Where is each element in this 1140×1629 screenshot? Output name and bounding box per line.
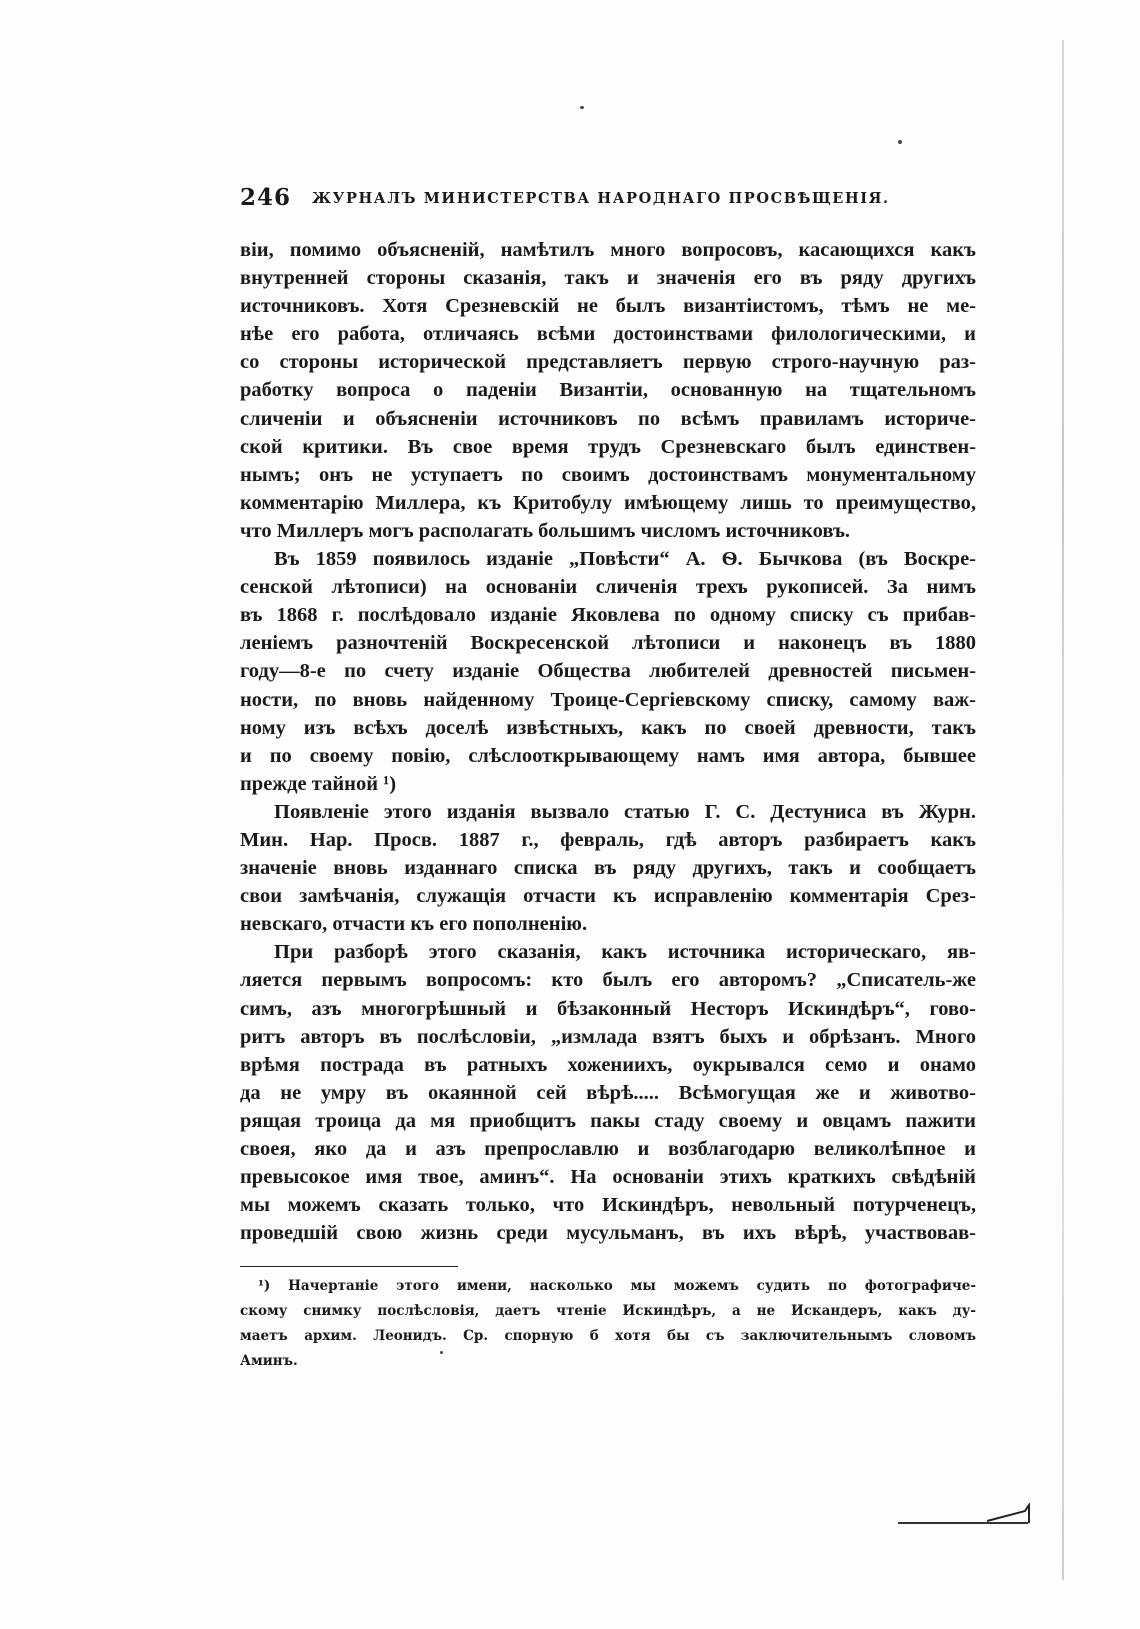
text-line: симъ, азъ многогрѣшный и бѣзаконный Несторъ Искиндѣръ“, гово- [240, 997, 976, 1020]
text-line: віи, помимо объясненій, намѣтилъ много вопросовъ, касающихся какъ [240, 239, 976, 261]
running-title: ЖУРНАЛЪ МИНИСТЕРСТВА НАРОДНАГО ПРОСВѢЩЕНІЯ. [312, 190, 890, 207]
footnotes [240, 1274, 976, 1374]
page-number: 246 [240, 184, 292, 211]
text-line: невскаго, отчасти къ его пополненію. [240, 913, 588, 936]
text-line: внутренней стороны сказанія, такъ и значенія его въ ряду другихъ [240, 267, 976, 290]
footnote-line: ¹) Начертаніе этого имени, насколько мы можемъ судить по фотографиче- [258, 1278, 976, 1294]
text-line: Мин. Нар. Просв. 1887 г., февраль, гдѣ авторъ разбираетъ какъ [240, 828, 976, 851]
page-end-flourish-icon [985, 1503, 1031, 1525]
text-line: Въ 1859 появилось изданіе „Повѣсти“ А. Ѳ. Бычкова (въ Воскре- [274, 548, 976, 571]
text-line: ляется первымъ вопросомъ: кто былъ его авторомъ? „Списатель-же [240, 969, 976, 992]
footnote-line: скому снимку послѣсловія, даетъ чтеніе Искиндѣръ, а не Искандеръ, какъ ду- [240, 1303, 976, 1319]
text-line: сличеніи и объясненіи источниковъ по всѣмъ правиламъ историче- [240, 407, 976, 430]
text-line: источниковъ. Хотя Срезневскій не былъ византіистомъ, тѣмъ не ме- [240, 295, 976, 318]
scan-speck [580, 106, 584, 109]
text-line: да не умру въ окаянной сей вѣрѣ..... Всѣмогущая же и животво- [240, 1081, 976, 1104]
text-line: Появленіе этого изданія вызвало статью Г. С. Дестуниса въ Журн. [274, 800, 976, 823]
text-line: превысокое имя твое, аминъ“. На основаніи этихъ краткихъ свѣдѣній [240, 1166, 976, 1189]
scan-speck [898, 140, 902, 144]
text-line: сенской лѣтописи) на основаніи сличенія трехъ рукописей. За нимъ [240, 576, 976, 599]
page-header [240, 184, 980, 214]
text-line: нымъ; онъ не уступаетъ по своимъ достоинствамъ монументальному [240, 463, 976, 486]
text-line: прежде тайной ¹) [240, 772, 397, 795]
text-line: что Миллеръ могъ располагать большимъ числомъ источниковъ. [240, 519, 851, 542]
text-line: со стороны исторической представляетъ первую строго-научную раз- [240, 351, 976, 374]
text-line: ритъ авторъ въ послѣсловіи, „измлада взятъ быхъ и обрѣзанъ. Много [240, 1025, 976, 1048]
text-line: своея, яко да и азъ препрославлю и возблагодарю великолѣпное и [240, 1138, 976, 1160]
text-line: леніемъ разночтеній Воскресенской лѣтописи и наконецъ въ 1880 [240, 632, 976, 655]
text-line: рящая троица да мя приобщитъ пакы стаду своему и овцамъ пажити [240, 1109, 976, 1132]
footnote-divider [240, 1266, 458, 1267]
footnote-line: маетъ архим. Леонидъ. Ср. спорную б хотя бы съ заключительнымъ словомъ [240, 1328, 976, 1344]
text-line: мы можемъ сказать только, что Искиндѣръ, невольный потурченецъ, [240, 1194, 976, 1217]
text-line: ности, по вновь найденному Троице-Сергіевскому списку, самому важ- [240, 688, 976, 711]
text-line: году—8-е по счету изданіе Общества любителей древностей письмен- [240, 660, 976, 683]
text-line: комментарію Миллера, къ Критобулу имѣющему лишь то преимущество, [240, 491, 976, 514]
text-line: работку вопроса о паденіи Византіи, основанную на тщательномъ [240, 379, 976, 402]
text-line: и по своему повію, слѣслооткрывающему намъ имя автора, бывшее [240, 744, 976, 767]
main-text [240, 236, 976, 1247]
footnote-line: Аминъ. [240, 1353, 298, 1369]
text-line: врѣмя пострада въ ратныхъ хожениихъ, оукрывался семо и онамо [240, 1053, 976, 1076]
text-line: проведшій свою жизнь среди мусульманъ, въ ихъ вѣрѣ, участвовав- [240, 1222, 976, 1245]
text-line: нѣе его работа, отличаясь всѣми достоинствами филологическими, и [240, 323, 976, 346]
text-line: свои замѣчанія, служащія отчасти къ исправленію комментарія Срез- [240, 885, 976, 908]
text-line: значеніе вновь изданнаго списка въ ряду другихъ, такъ и сообщаетъ [240, 857, 976, 880]
text-line: При разборѣ этого сказанія, какъ источника историческаго, яв- [274, 941, 976, 964]
scan-edge-shadow [1062, 40, 1064, 1580]
text-line: ному изъ всѣхъ доселѣ извѣстныхъ, какъ по своей древности, такъ [240, 716, 976, 739]
text-line: ской критики. Въ свое время трудъ Срезневскаго былъ единствен- [240, 435, 976, 458]
text-line: въ 1868 г. послѣдовало изданіе Яковлева по одному списку съ прибав- [240, 604, 976, 627]
